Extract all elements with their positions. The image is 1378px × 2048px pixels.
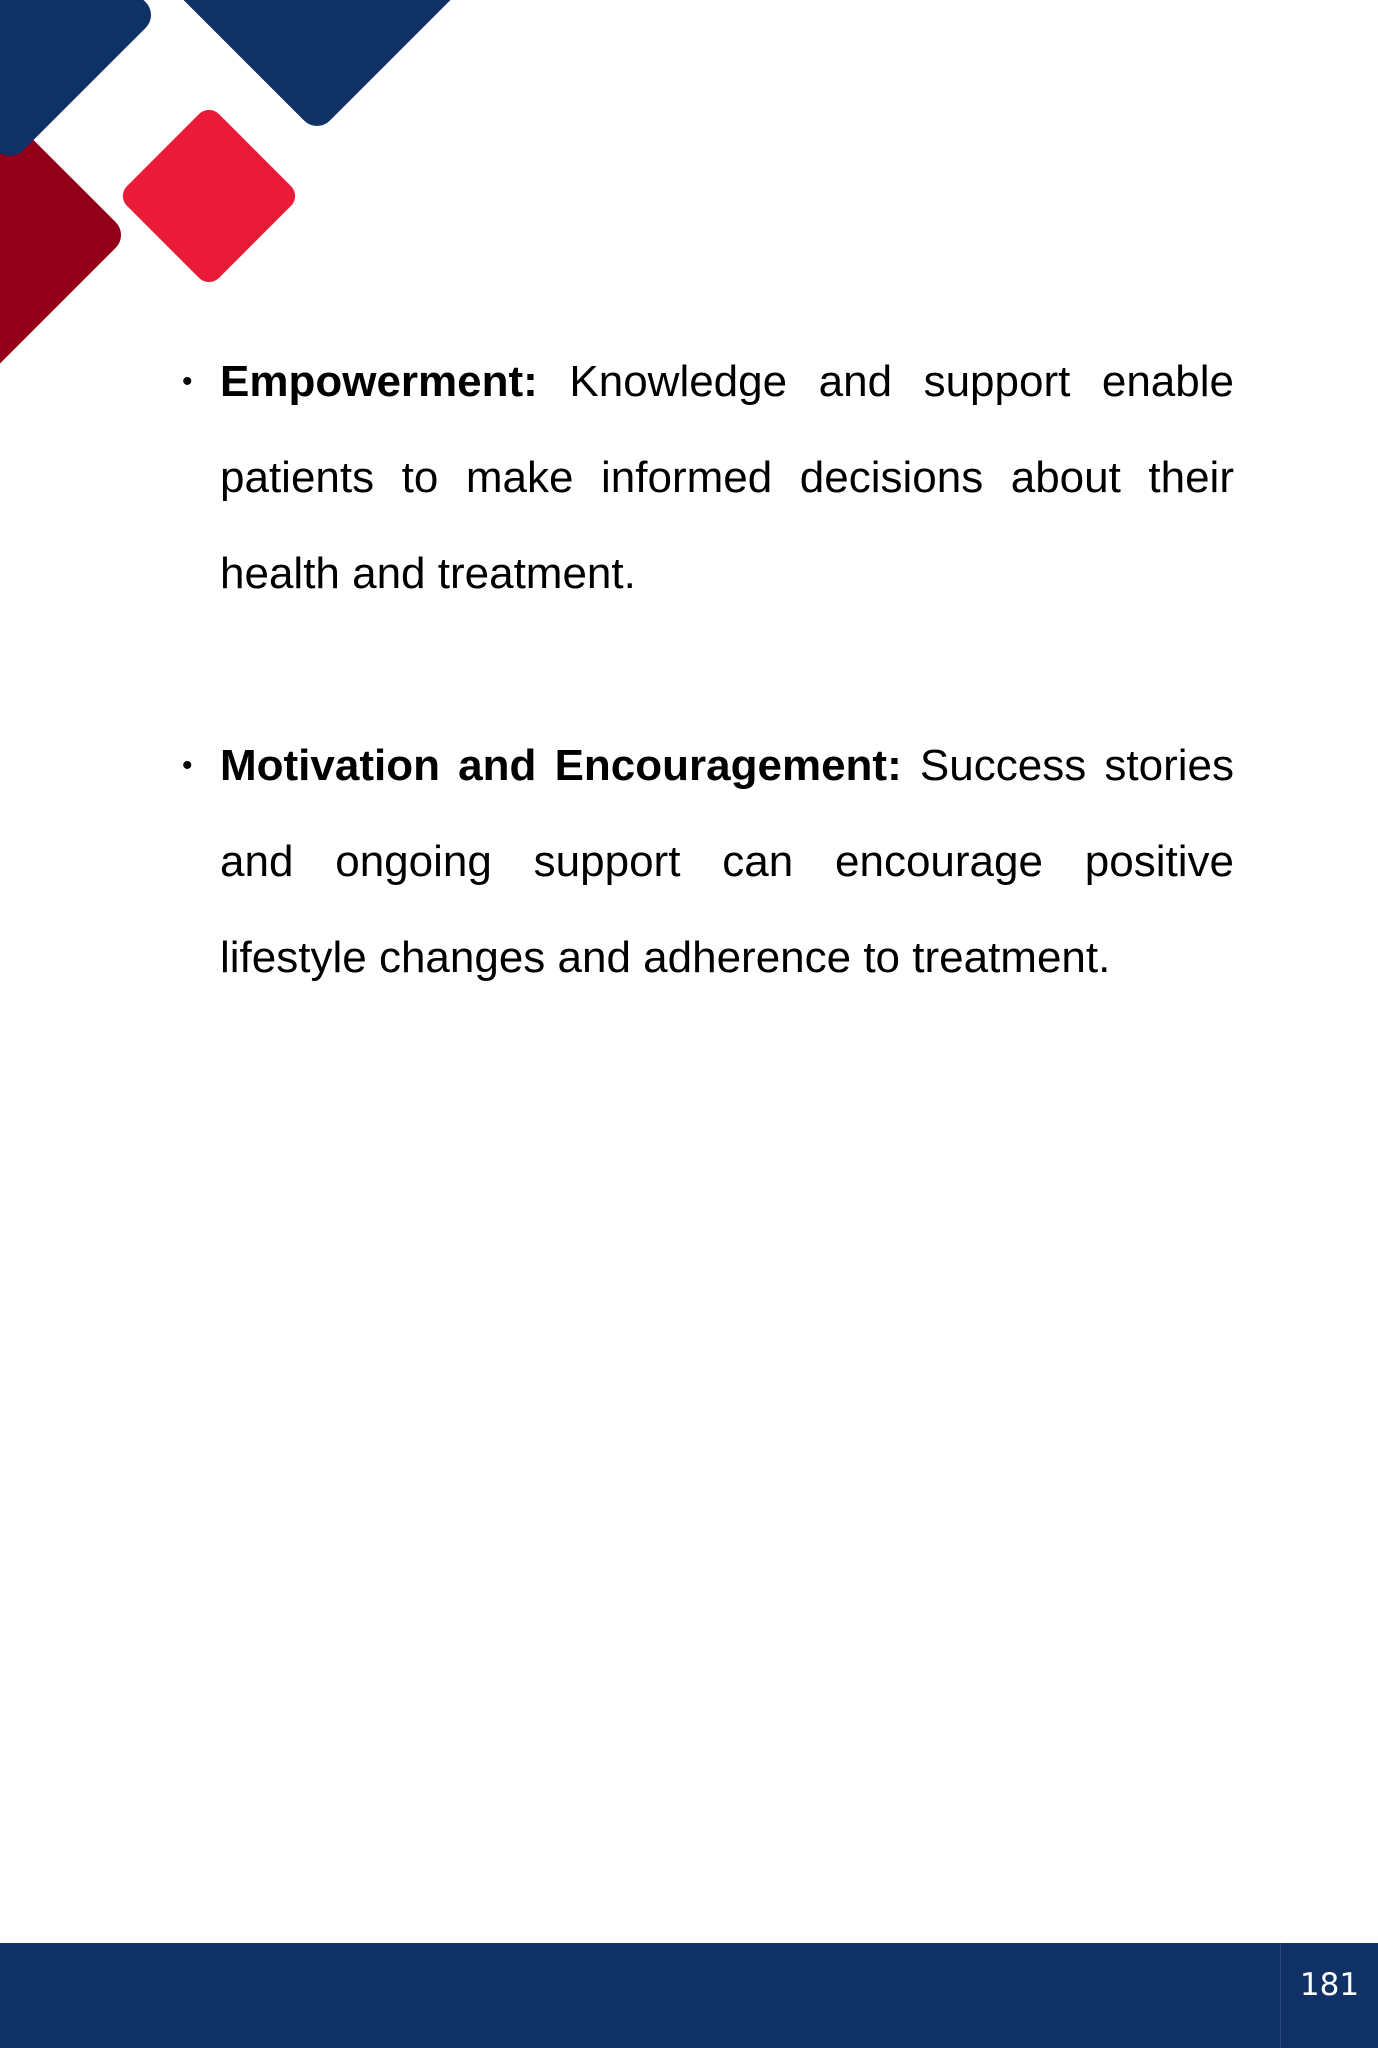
bullet-term: Empowerment: [220, 357, 538, 406]
footer-bar [0, 1943, 1378, 2048]
bullet-text: Knowledge and support enable patients to make informed decisions about their health and treatment. [220, 357, 1234, 598]
bullet-text: Success stories and ongoing support can encourage positive lifestyle changes and adherence to treatment. [220, 741, 1234, 982]
bullet-item-motivation [176, 718, 1234, 1006]
bullet-dot: • [182, 749, 193, 782]
decor-red-diamond [117, 104, 301, 288]
bullet-item-empowerment [176, 334, 1234, 622]
decor-navy-diamond-left [0, 0, 158, 163]
bullet-list [176, 334, 1234, 1102]
page-number: 181 [1280, 1943, 1378, 2048]
bullet-dot: • [182, 365, 193, 398]
bullet-term: Motivation and Encouragement: [220, 741, 902, 790]
